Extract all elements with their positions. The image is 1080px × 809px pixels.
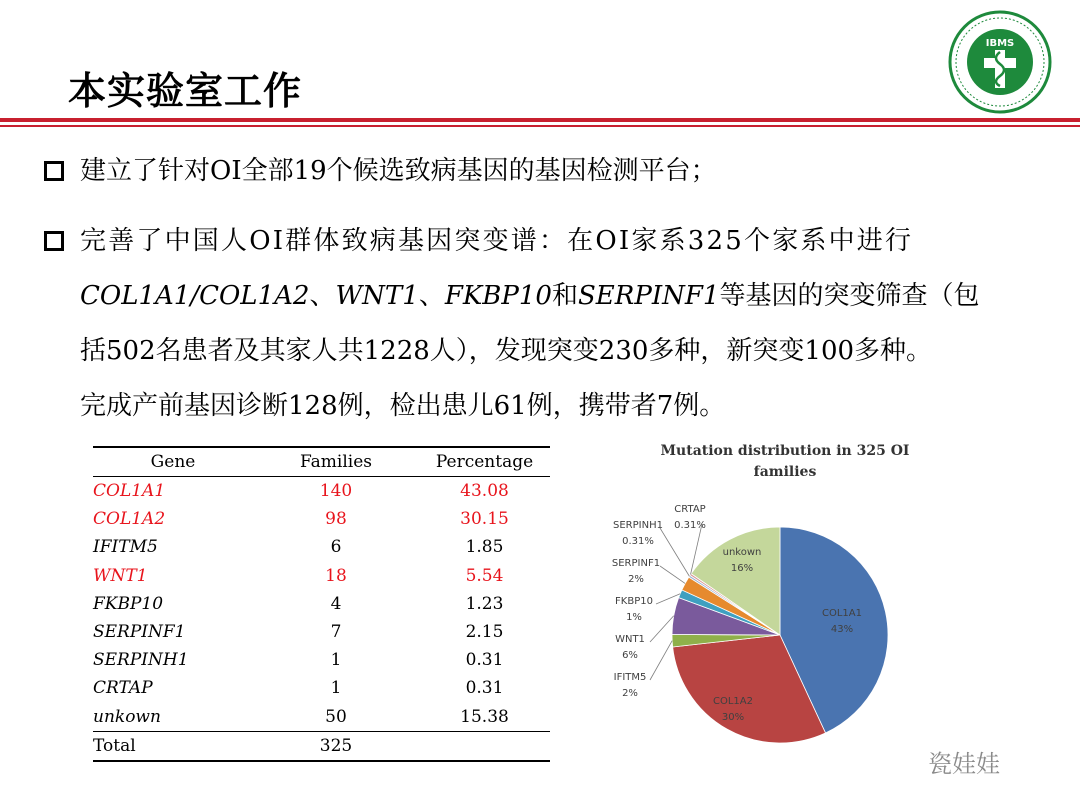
gene-name: SERPINF1 (578, 281, 720, 311)
logo-text: IBMS (985, 38, 1015, 49)
table-row (93, 562, 550, 590)
pie-label-name: WNT1 (615, 634, 645, 645)
pie-label-name: SERPINF1 (611, 558, 661, 569)
percentage-cell: 1.85 (465, 537, 504, 558)
bullet-1-text: 建立了针对OI全部19个候选致病基因的基因检测平台； (80, 156, 717, 186)
separator: 和 (551, 281, 578, 311)
families-cell: 50 (325, 706, 347, 727)
families-cell: 18 (325, 565, 347, 586)
pie-label-name: IFITM5 (613, 672, 647, 683)
gene-name: FKBP10 (444, 281, 552, 311)
header-families: Families (253, 447, 419, 477)
pie-label-name: FKBP10 (615, 596, 653, 607)
percentage-cell: 2.15 (465, 622, 504, 643)
line-text: 等基因的突变筛查（包 (719, 281, 980, 311)
families-cell: 1 (330, 650, 342, 671)
gene-cell: SERPINF1 (93, 622, 186, 643)
gene-table (93, 446, 550, 762)
pie-label-wnt1 (615, 634, 645, 661)
pie-label-value: 16% (730, 563, 754, 574)
percentage-cell: 1.23 (465, 593, 504, 614)
gene-cell: IFITM5 (93, 537, 158, 558)
bullet-2-text (80, 214, 979, 434)
table-row (93, 646, 550, 674)
pie-label-value: 43% (830, 624, 854, 635)
table-row (93, 674, 550, 702)
total-percentage (419, 731, 550, 761)
header-rule-top (0, 118, 1080, 122)
separator: 、 (309, 281, 336, 311)
header-percentage: Percentage (419, 447, 550, 477)
pie-label-ifitm5 (614, 672, 647, 699)
families-cell: 98 (325, 509, 347, 530)
percentage-cell: 30.15 (460, 509, 509, 530)
gene-cell: SERPINH1 (93, 650, 189, 671)
pie-label-serpinh1 (613, 520, 663, 547)
table-header-row (93, 447, 550, 477)
gene-cell: COL1A1 (93, 481, 166, 502)
gene-cell: CRTAP (93, 678, 153, 699)
gene-cell: COL1A2 (93, 509, 166, 530)
pie-label-value: 2% (622, 688, 638, 699)
header-rule-bottom (0, 125, 1080, 127)
pie-label-name: COL1A1 (822, 608, 862, 619)
families-cell: 6 (330, 537, 342, 558)
ibms-logo (948, 10, 1052, 114)
pie-leader-line (660, 566, 685, 583)
table-row (93, 477, 550, 506)
pie-label-value: 0.31% (622, 536, 654, 547)
table-row (93, 618, 550, 646)
gene-cell: WNT1 (93, 565, 148, 586)
total-families: 325 (253, 731, 419, 761)
slide-title: 本实验室工作 (68, 69, 303, 113)
families-cell: 7 (330, 622, 342, 643)
bullet-2-line-1: 完善了中国人OI群体致病基因突变谱：在OI家系325个家系中进行 (80, 226, 914, 256)
percentage-cell: 0.31 (465, 678, 504, 699)
pie-leader-line (650, 616, 674, 642)
pie-label-value: 1% (626, 612, 642, 623)
separator: 、 (418, 281, 445, 311)
pie-leader-line (656, 594, 680, 604)
gene-name: COL1A1/COL1A2 (80, 281, 310, 311)
gene-cell: FKBP10 (93, 593, 164, 614)
gene-cell: unkown (93, 706, 161, 727)
bullet-2-line-4: 完成产前基因诊断128例，检出患儿61例，携带者7例。 (80, 391, 726, 421)
percentage-cell: 15.38 (460, 706, 509, 727)
chart-title: Mutation distribution in 325 OI families (660, 443, 910, 480)
bullet-square-icon (44, 231, 64, 251)
pie-label-value: 0.31% (674, 520, 706, 531)
pie-label-value: 6% (622, 650, 638, 661)
bullet-square-icon (44, 161, 64, 181)
pie-label-name: CRTAP (674, 504, 706, 515)
families-cell: 4 (330, 593, 342, 614)
percentage-cell: 0.31 (465, 650, 504, 671)
families-cell: 1 (330, 678, 342, 699)
pie-leader-line (650, 641, 672, 680)
pie-label-name: COL1A2 (713, 696, 753, 707)
table-total-row (93, 731, 550, 761)
pie-label-serpinf1 (612, 558, 660, 585)
table-row (93, 703, 550, 732)
bullet-2-line-3: 括502名患者及其家人共1228人），发现突变230多种，新突变100多种。 (80, 336, 933, 366)
families-cell: 140 (319, 481, 353, 502)
percentage-cell: 5.54 (465, 565, 504, 586)
mutation-pie-chart (590, 490, 900, 760)
table-row (93, 533, 550, 561)
bullet-2-line-2 (80, 269, 979, 324)
table-row (93, 505, 550, 533)
percentage-cell: 43.08 (460, 481, 509, 502)
pie-label-value: 30% (721, 712, 745, 723)
pie-label-name: SERPINH1 (613, 520, 663, 531)
total-label: Total (93, 731, 253, 761)
pie-label-name: unkown (722, 547, 762, 558)
pie-label-value: 2% (628, 574, 644, 585)
header-gene: Gene (93, 447, 253, 477)
gene-name: WNT1 (335, 281, 419, 311)
table-row (93, 590, 550, 618)
watermark: 瓷娃娃 (928, 750, 1000, 778)
pie-label-fkbp10 (615, 596, 653, 623)
